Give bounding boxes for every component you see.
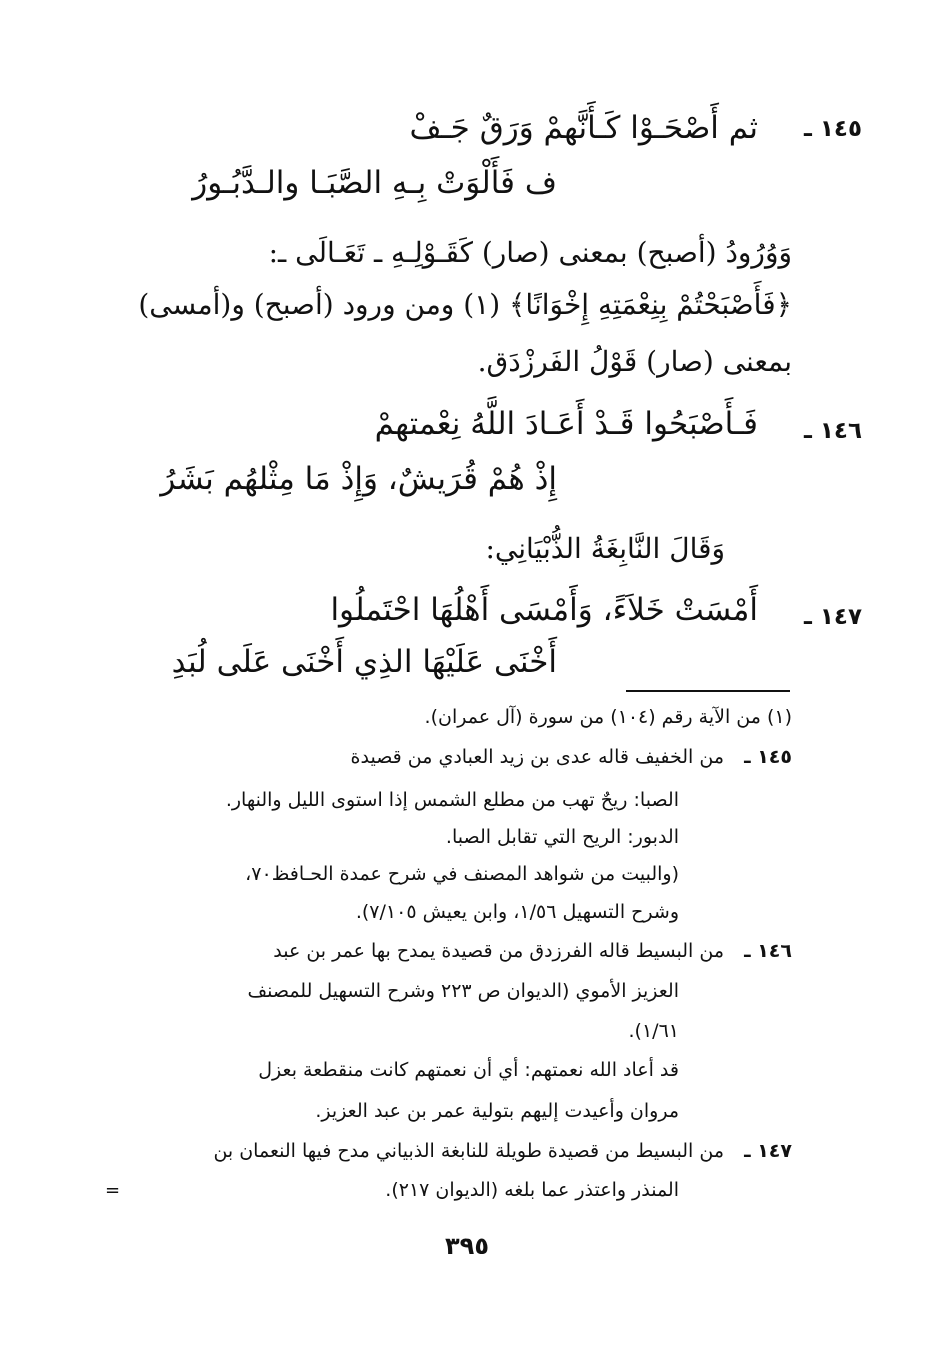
verse-146-first-hemistich: فَـأَصْبَحُوا قَـدْ أَعَـادَ اللَّهُ نِعْمتهمْ [374, 406, 758, 442]
verse-number-145: ١٤٥ ـ [804, 116, 862, 142]
verse-146-second-hemistich: إِذْ هُمْ قُرَيشٌ، وَإِذْ مَا مِثْلهُم بَشَرُ [160, 461, 557, 497]
footnote-145-line-1: من الخفيف قاله عدى بن زيد العبادي من قصيدة [350, 746, 724, 768]
footnote-number-146: ١٤٦ ـ [744, 940, 792, 962]
footnote-145-line-3: الدبور: الريح التي تقابل الصبا. [445, 826, 679, 848]
verse-145-first-hemistich: ثم أَصْحَـوْا كَـأَنَّهمْ وَرَقٌ جَـفْ [409, 110, 758, 146]
verse-number-147: ١٤٧ ـ [804, 604, 862, 630]
footnote-separator [626, 690, 790, 692]
verse-147-second-hemistich: أَخْنَى عَلَيْهَا الذِي أَخْنَى عَلَى لُبَدِ [171, 644, 557, 680]
continuation-mark: = [105, 1180, 121, 1201]
prose-line-1: وَوُرُودُ (أصبح) بمعنى (صار) كَقَـوْلِـهِ ـ تَعَـالَى ـ: [268, 236, 792, 269]
footnote-147-line-1: من البسيط من قصيدة طويلة للنابغة الذبياني مدح فيها النعمان بن [213, 1140, 724, 1162]
footnote-145-line-4: (والبيت من شواهد المصنف في شرح عمدة الحـافظ٧٠، [245, 863, 679, 885]
footnote-146-line-5: مروان وأعيدت إليهم بتولية عمر بن عبد العزيز. [315, 1100, 679, 1122]
footnote-146-line-4: قد أعاد الله نعمتهم: أي أن نعمتهم كانت منقطعة بعزل [258, 1059, 679, 1081]
footnote-147-line-2: المنذر واعتذر عما بلغه (الديوان ٢١٧). [385, 1179, 679, 1201]
footnote-145-line-5: وشرح التسهيل ١/٥٦، وابن يعيش ٧/١٠٥). [355, 901, 679, 923]
footnote-number-147: ١٤٧ ـ [744, 1140, 792, 1162]
footnote-145-line-2: الصبا: ريحٌ تهب من مطلع الشمس إذا استوى الليل والنهار. [225, 789, 679, 811]
prose-line-3: بمعنى (صار) قَوْلُ الفَرزْدَق. [477, 345, 792, 378]
footnote-1: (١) من الآية رقم (١٠٤) من سورة (آل عمران). [424, 706, 792, 728]
verse-147-first-hemistich: أَمْسَتْ خَلاَءً، وَأَمْسَى أَهْلُهَا احْتَملُوا [330, 592, 758, 628]
footnote-146-line-2: العزيز الأموي (الديوان ص ٢٢٣ وشرح التسهيل للمصنف [247, 980, 679, 1002]
footnote-146-line-3: ١/٦١). [628, 1020, 679, 1042]
verse-number-146: ١٤٦ ـ [804, 418, 862, 444]
prose-line-2: ﴿فَأَصْبَحْتُمْ بِنِعْمَتِهِ إِخْوَانًا﴾ (١) ومن ورود (أصبح) و(أمسى) [138, 288, 792, 321]
verse-145-second-hemistich: ف فَأَلْوَتْ بِـهِ الصَّبَـا والـدَّبُـورُ [192, 165, 557, 201]
footnote-number-145: ١٤٥ ـ [744, 746, 792, 768]
page-number: ٣٩٥ [445, 1232, 489, 1260]
prose-line-4: وَقَالَ النَّابِغَةُ الذُّبْيَانِي: [485, 532, 725, 565]
footnote-146-line-1: من البسيط قاله الفرزدق من قصيدة يمدح بها عمر بن عبد [273, 940, 724, 962]
